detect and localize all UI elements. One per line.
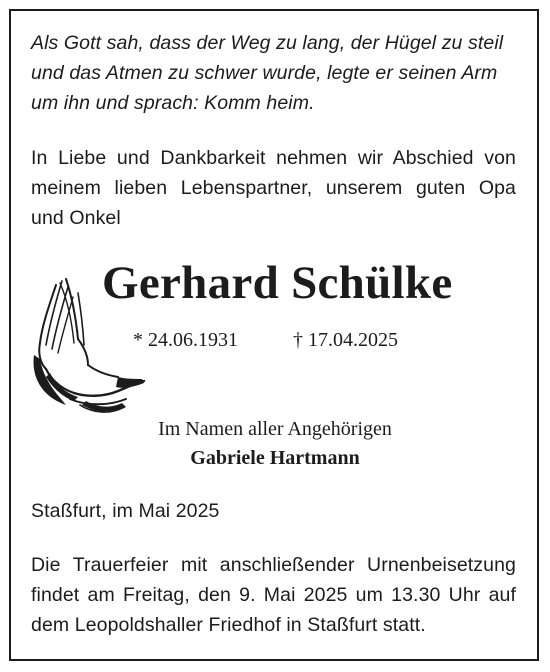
intro-line-3: um ihn und sprach: Komm heim. — [31, 92, 315, 114]
funeral-line-2: findet am Freitag, den 9. Mai 2025 um 13.30 Uhr auf — [31, 584, 516, 606]
deceased-name: Gerhard Schülke — [102, 257, 453, 309]
mourners-intro: Im Namen aller Angehörigen — [158, 418, 392, 440]
farewell-line-1: In Liebe und Dankbarkeit nehmen wir Abschied von — [31, 147, 516, 169]
mourner-name: Gabriele Hartmann — [190, 447, 360, 469]
funeral-line-1: Die Trauerfeier mit anschließender Urnenbeisetzung — [31, 554, 516, 576]
funeral-line-3: dem Leopoldshaller Friedhof in Staßfurt statt. — [31, 614, 426, 636]
birth-date: * 24.06.1931 — [133, 329, 238, 351]
place-date: Staßfurt, im Mai 2025 — [31, 500, 220, 522]
intro-line-1: Als Gott sah, dass der Weg zu lang, der Hügel zu steil — [31, 32, 504, 54]
intro-line-2: und das Atmen zu schwer wurde, legte er seinen Arm — [31, 62, 498, 84]
death-date: † 17.04.2025 — [293, 329, 398, 351]
farewell-line-2: meinem lieben Lebenspartner, unserem guten Opa — [31, 177, 516, 199]
farewell-line-3: und Onkel — [31, 207, 121, 229]
